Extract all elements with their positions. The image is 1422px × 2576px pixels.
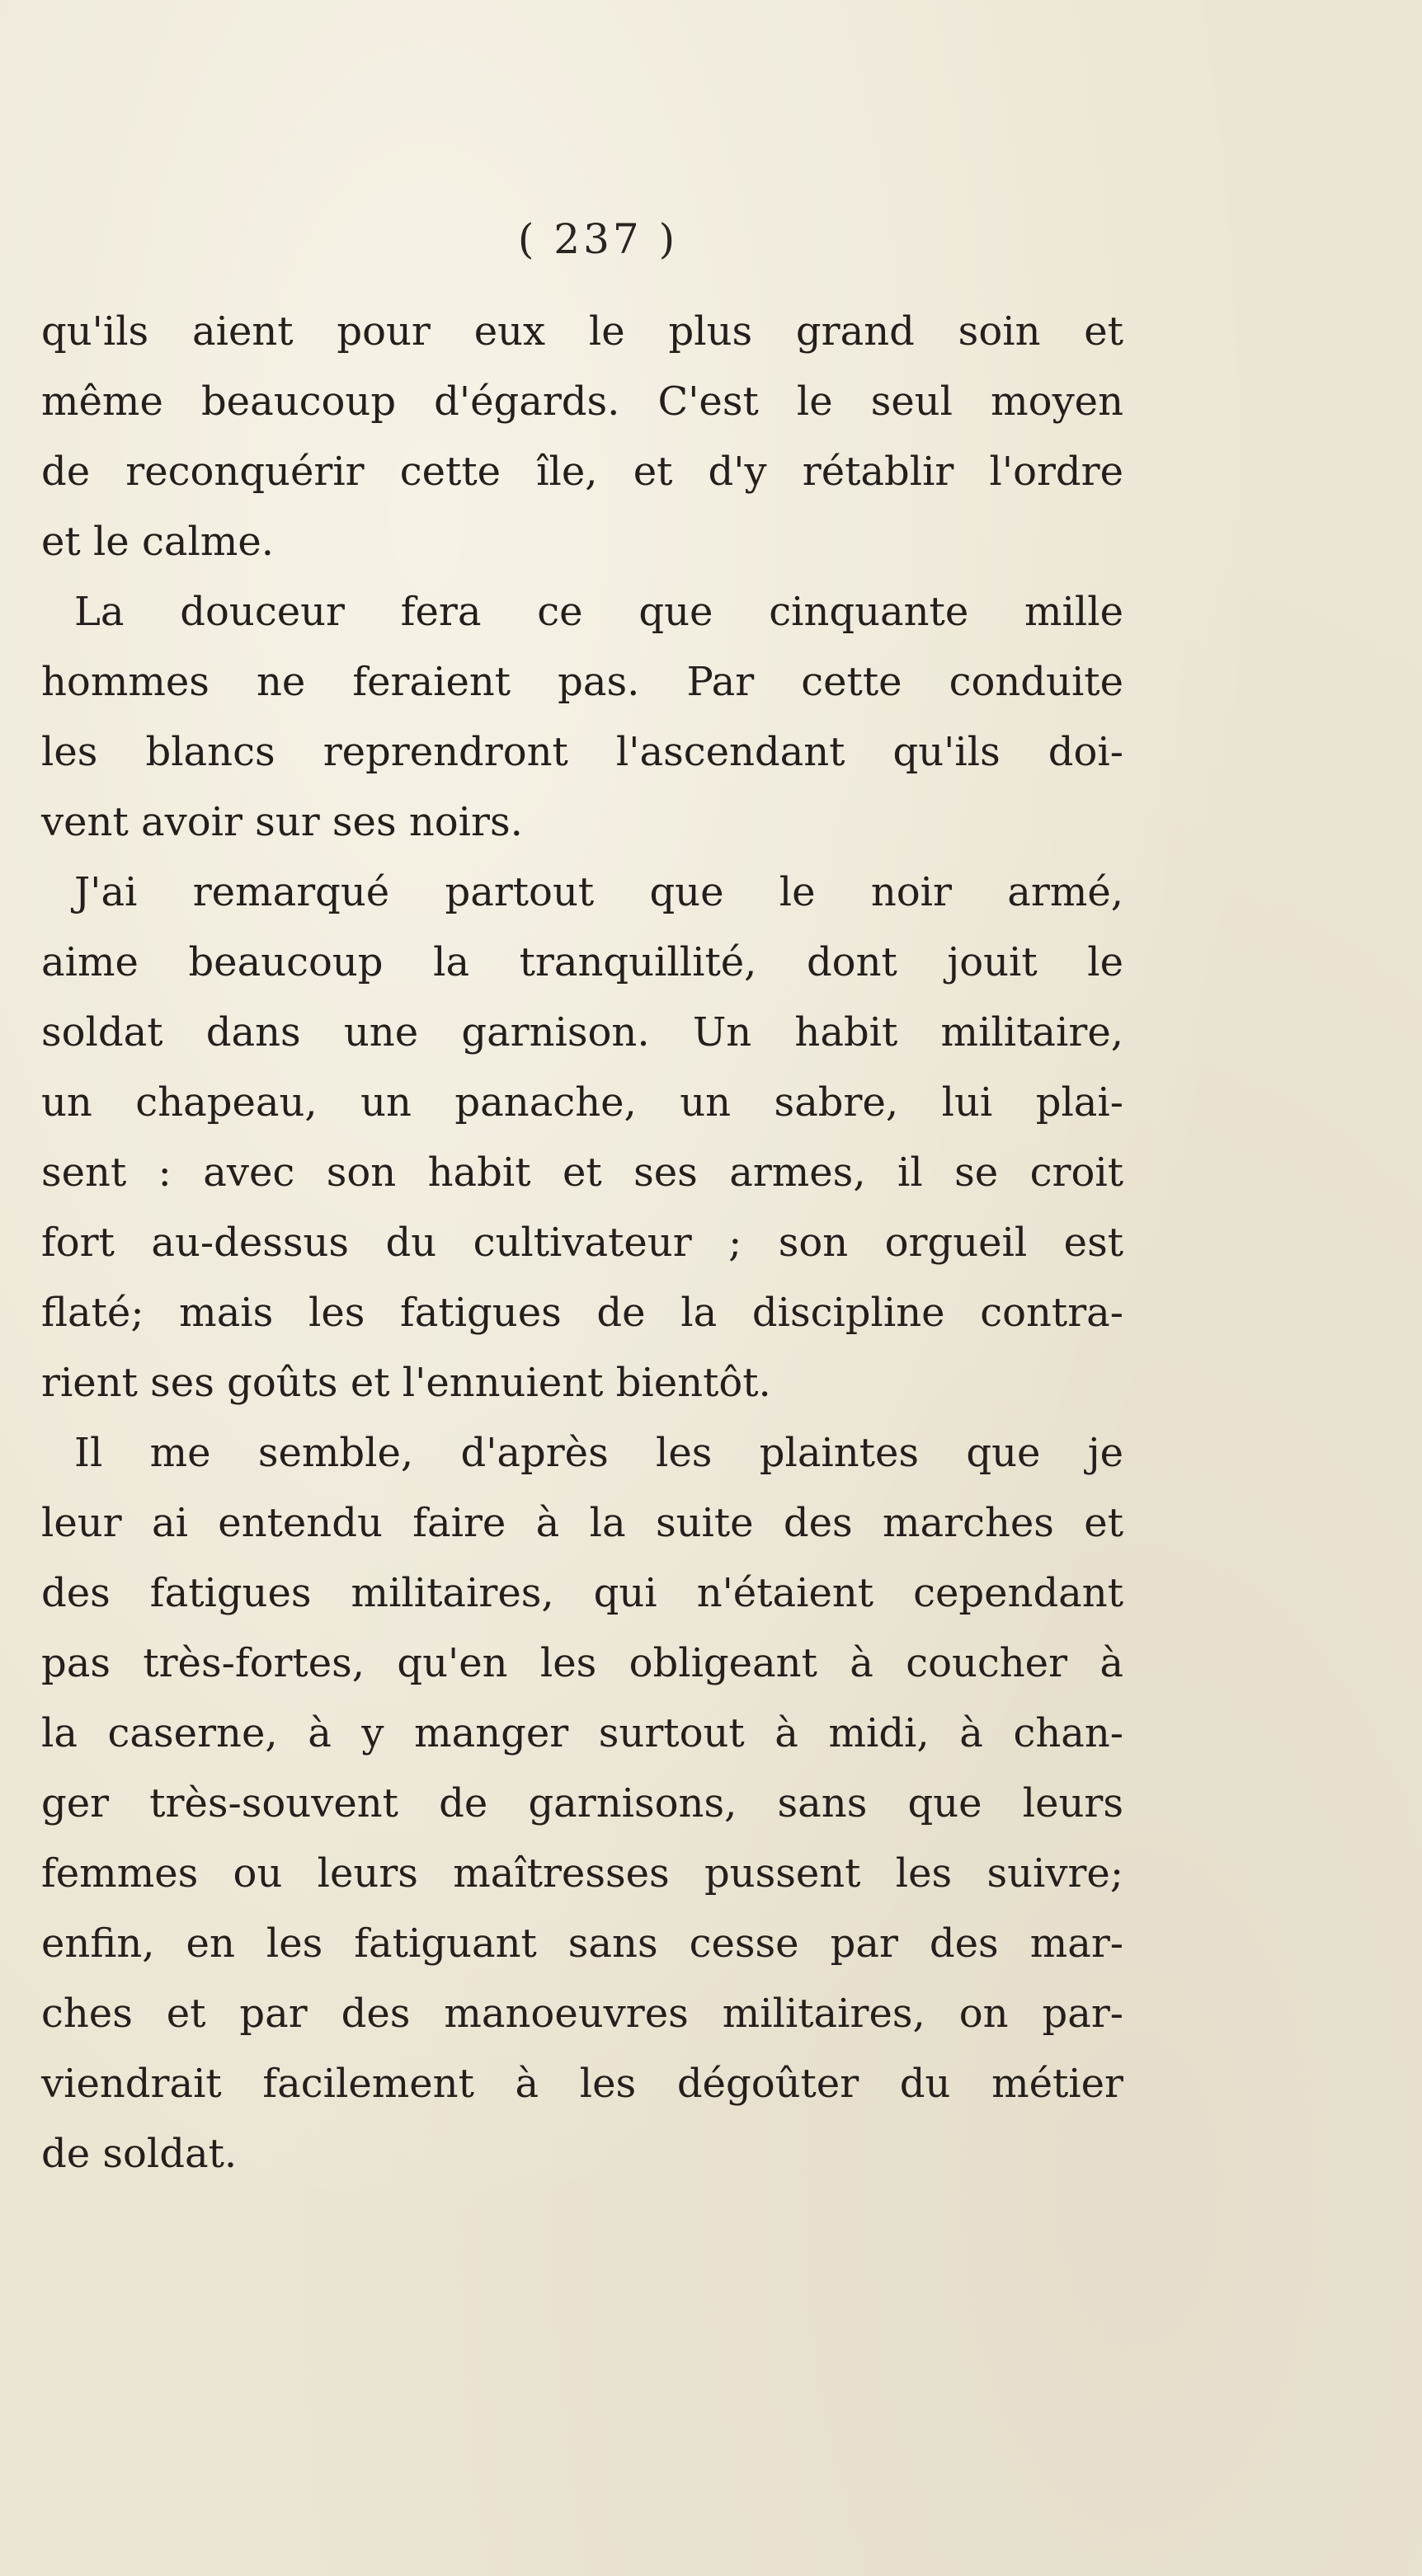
text-line: J'ai remarqué partout que le noir armé, <box>74 869 1123 915</box>
text-line: des fatigues militaires, qui n'étaient cependant <box>41 1570 1123 1616</box>
text-line: femmes ou leurs maîtresses pussent les suivre; <box>41 1850 1123 1897</box>
text-line: rient ses goûts et l'ennuient bientôt. <box>41 1360 771 1406</box>
text-line: ger très-souvent de garnisons, sans que leurs <box>41 1780 1123 1826</box>
text-line: de soldat. <box>41 2131 238 2177</box>
text-line: vent avoir sur ses noirs. <box>41 799 523 845</box>
text-line: La douceur fera ce que cinquante mille <box>74 589 1123 635</box>
text-line: enfin, en les fatiguant sans cesse par des mar- <box>41 1920 1123 1967</box>
text-line: hommes ne feraient pas. Par cette conduite <box>41 659 1123 705</box>
text-line: pas très-fortes, qu'en les obligeant à coucher à <box>41 1640 1123 1686</box>
text-line: la caserne, à y manger surtout à midi, à chan- <box>41 1710 1123 1756</box>
text-line: même beaucoup d'égards. C'est le seul moyen <box>41 378 1123 425</box>
text-line: Il me semble, d'après les plaintes que je <box>74 1430 1123 1476</box>
text-line: un chapeau, un panache, un sabre, lui plai- <box>41 1079 1123 1126</box>
text-line: sent : avec son habit et ses armes, il se croit <box>41 1149 1123 1196</box>
text-line: leur ai entendu faire à la suite des marches et <box>41 1500 1123 1546</box>
text-line: aime beaucoup la tranquillité, dont jouit le <box>41 939 1123 985</box>
body-text <box>41 297 1123 2189</box>
text-line: ches et par des manoeuvres militaires, on par- <box>41 1991 1123 2037</box>
text-line: de reconquérir cette île, et d'y rétablir l'ordre <box>41 449 1123 495</box>
page-number: ( 237 ) <box>517 215 679 263</box>
text-line: les blancs reprendront l'ascendant qu'ils doi- <box>41 729 1123 775</box>
text-line: qu'ils aient pour eux le plus grand soin et <box>41 308 1123 355</box>
text-line: viendrait facilement à les dégoûter du métier <box>41 2061 1123 2107</box>
text-line: fort au-dessus du cultivateur ; son orgueil est <box>41 1220 1123 1266</box>
text-line: soldat dans une garnison. Un habit militaire, <box>41 1009 1123 1055</box>
text-line: flaté; mais les fatigues de la discipline contra- <box>41 1290 1123 1336</box>
text-line: et le calme. <box>41 519 274 565</box>
